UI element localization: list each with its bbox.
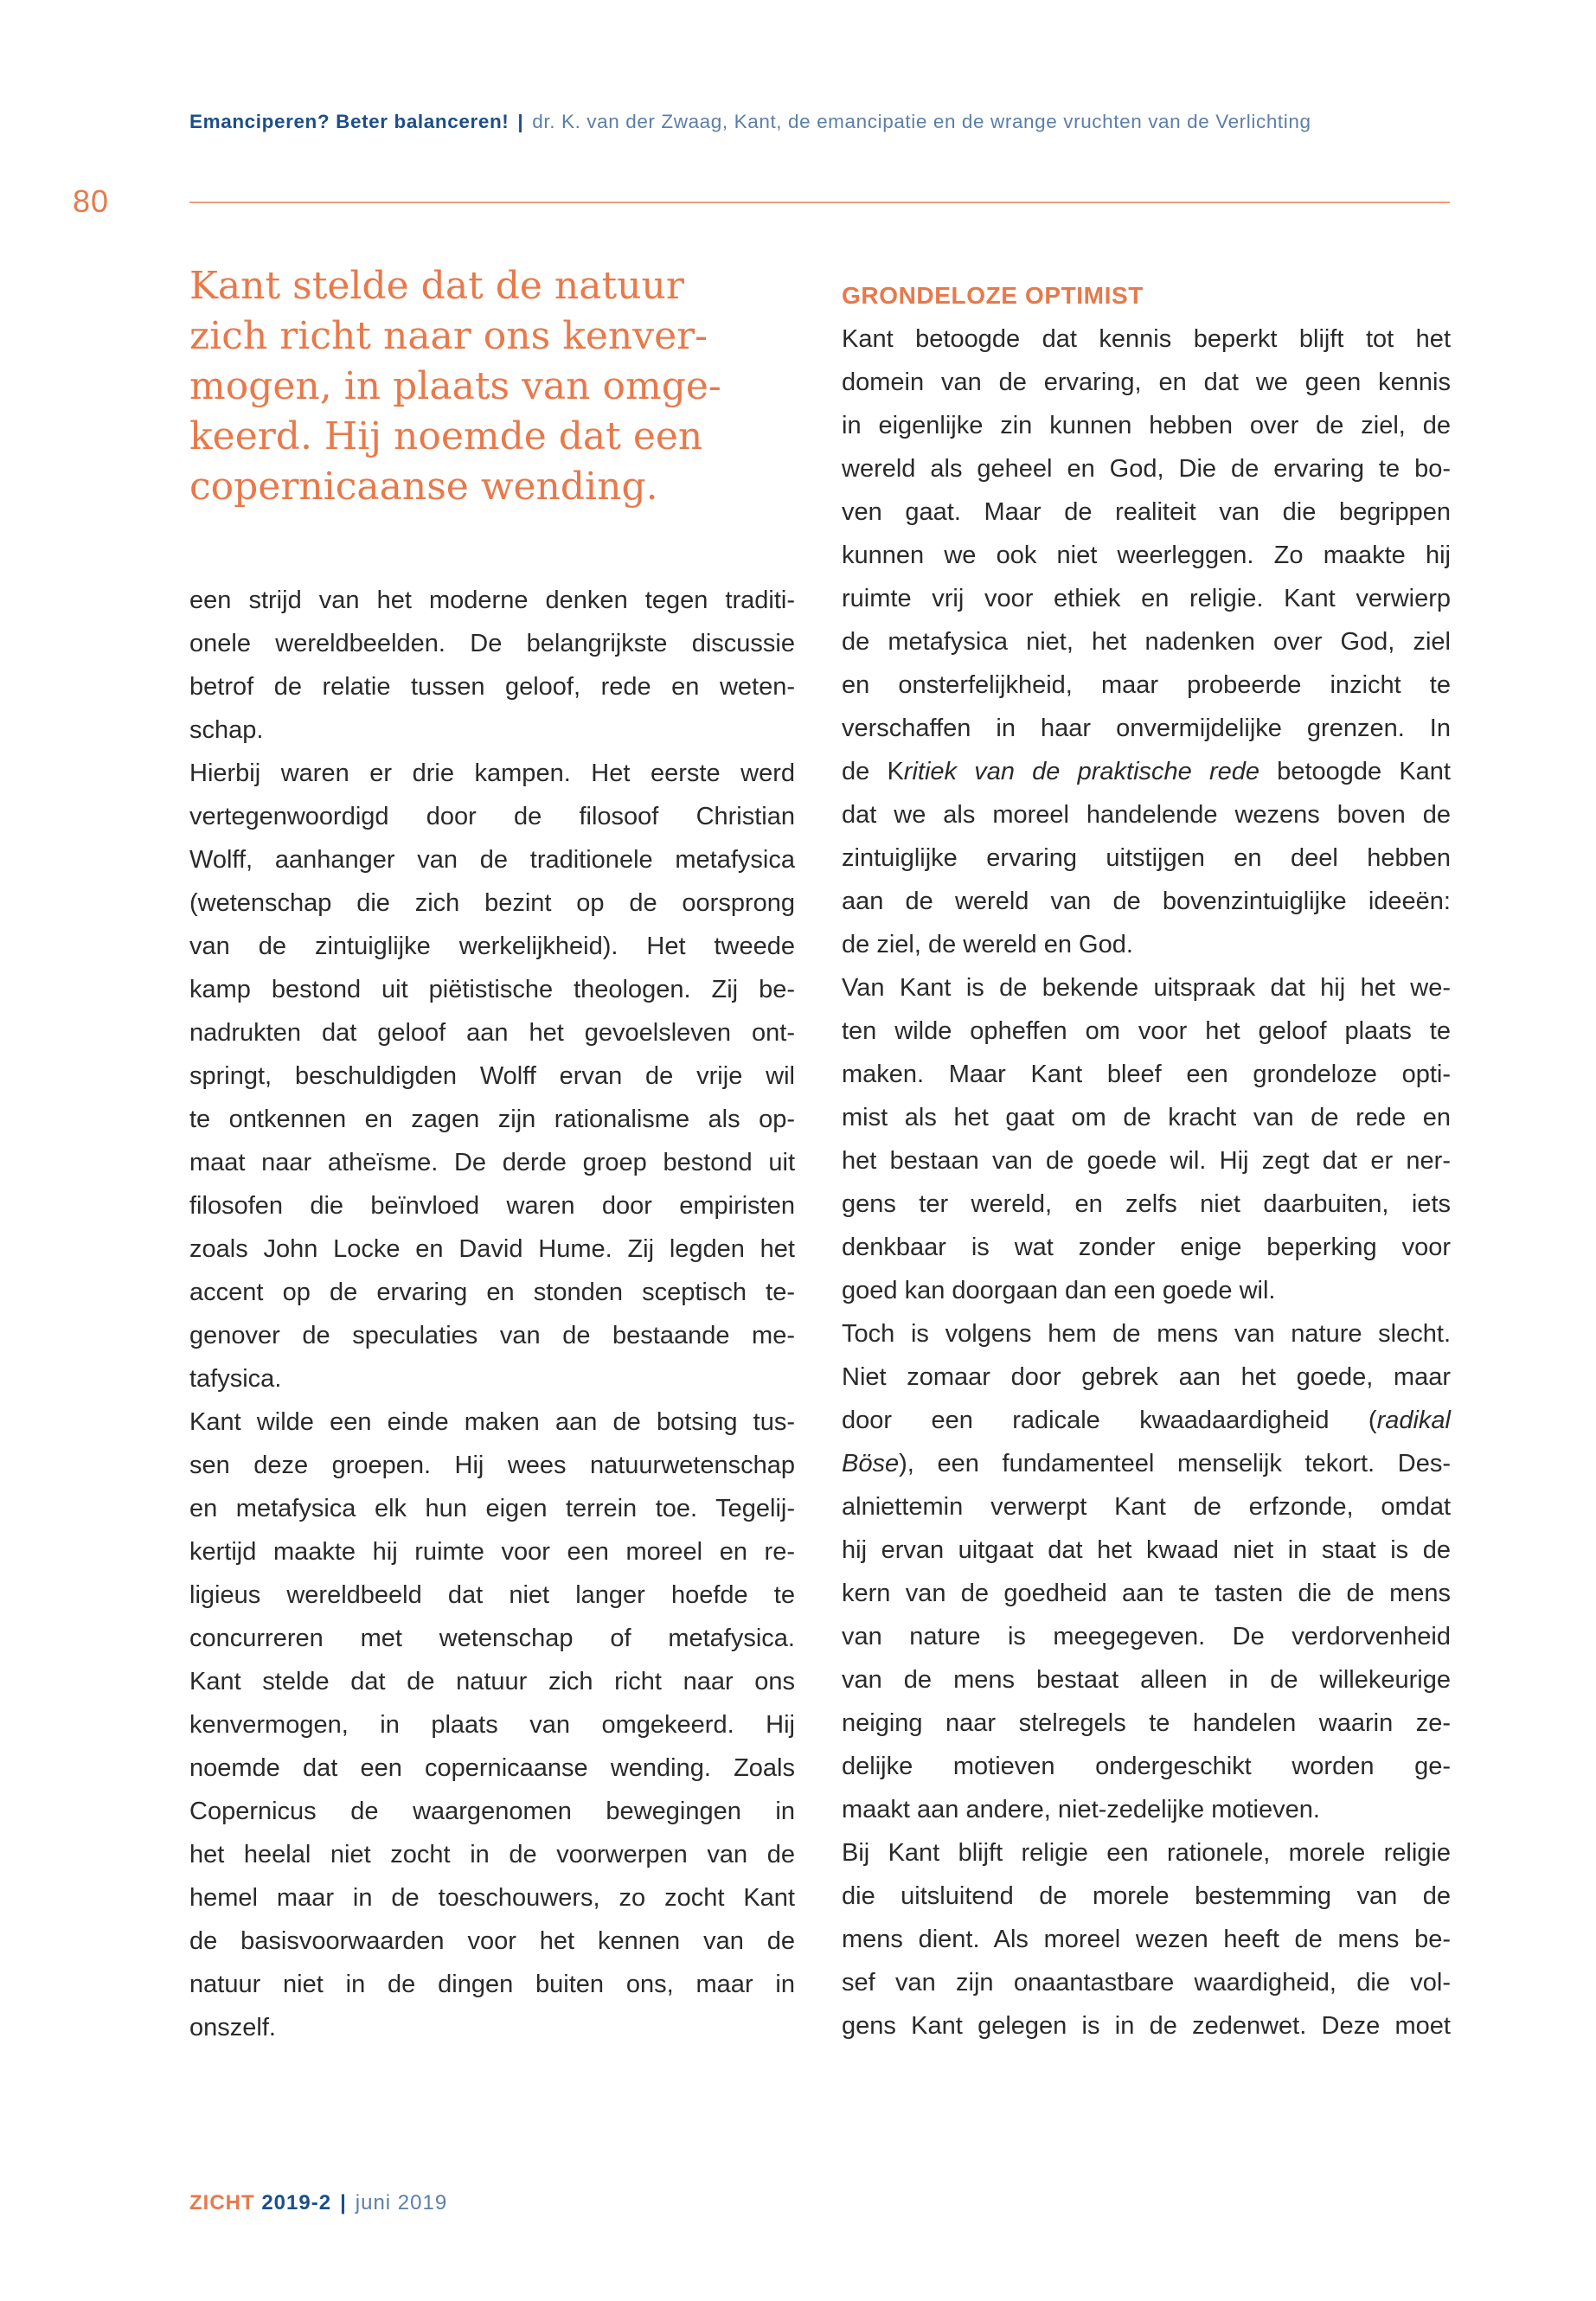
- body-line: ten wilde opheffen om voor het geloof plaats te: [842, 1017, 1451, 1045]
- body-line: wereld als geheel en God, Die de ervaring te bo-: [842, 455, 1451, 483]
- body-line: filosofen die beïnvloed waren door empiristen: [189, 1192, 795, 1220]
- body-line: het heelal niet zocht in de voorwerpen van de: [189, 1841, 795, 1868]
- body-line: de basisvoorwaarden voor het kennen van de: [189, 1927, 795, 1955]
- text-run: ), een fundamenteel menselijk tekort. Des-: [899, 1450, 1451, 1477]
- right-column: [842, 274, 1451, 2048]
- issue-number: 2019-2: [261, 2191, 332, 2214]
- body-line: schap.: [189, 716, 264, 744]
- body-line: kunnen we ook niet weerleggen. Zo maakte hij: [842, 542, 1451, 569]
- body-line: concurreren met wetenschap of metafysica.: [189, 1625, 795, 1652]
- right-column-text-b: [842, 793, 1451, 1399]
- pull-quote: [189, 261, 786, 512]
- body-line: de metafysica niet, het nadenken over God, ziel: [842, 628, 1451, 656]
- body-line: goed kan doorgaan dan een goede wil.: [842, 1277, 1276, 1304]
- body-line: Copernicus de waargenomen bewegingen in: [189, 1798, 795, 1825]
- body-line: Kant wilde een einde maken aan de botsing tus-: [189, 1408, 795, 1436]
- body-line: ven gaat. Maar de realiteit van die begrippen: [842, 498, 1451, 526]
- body-line: van de zintuiglijke werkelijkheid). Het tweede: [189, 933, 795, 960]
- german-term: radikal: [1376, 1407, 1451, 1434]
- body-line: en onsterfelijkheid, maar probeerde inzicht te: [842, 671, 1451, 699]
- body-line: onszelf.: [189, 2014, 276, 2041]
- text-run: door een radicale kwaadaardigheid (: [842, 1407, 1377, 1434]
- right-column-text-a: [842, 317, 1451, 750]
- running-header: [189, 111, 1452, 133]
- body-line: kamp bestond uit piëtistische theologen. Zij be-: [189, 976, 795, 1003]
- body-line: zoals John Locke en David Hume. Zij legden het: [189, 1235, 795, 1263]
- german-term: Böse: [842, 1450, 900, 1477]
- body-line: en metafysica elk hun eigen terrein toe. Tegelij-: [189, 1495, 795, 1522]
- body-line: kenvermogen, in plaats van omgekeerd. Hij: [189, 1711, 795, 1739]
- left-column: [189, 579, 795, 2049]
- body-line: de ziel, de wereld en God.: [842, 931, 1133, 958]
- header-rule: [189, 202, 1450, 203]
- body-line: delijke motieven ondergeschikt worden ge-: [842, 1753, 1451, 1780]
- body-line: genover de speculaties van de bestaande me-: [189, 1322, 795, 1349]
- body-line: te ontkennen en zagen zijn rationalisme als op-: [189, 1106, 795, 1133]
- body-line: natuur niet in de dingen buiten ons, maar in: [189, 1971, 795, 1998]
- body-line: aan de wereld van de bovenzintuiglijke ideeën:: [842, 888, 1451, 915]
- body-line: hemel maar in de toeschouwers, zo zocht Kant: [189, 1884, 795, 1912]
- body-line: maat naar atheïsme. De derde groep bestond uit: [189, 1149, 795, 1176]
- body-line: tafysica.: [189, 1365, 282, 1393]
- body-line: Bij Kant blijft religie een rationele, morele religie: [842, 1839, 1451, 1867]
- body-line: het bestaan van de goede wil. Hij zegt dat er ner-: [842, 1147, 1451, 1175]
- pull-quote-line: mogen, in plaats van omge-: [189, 364, 721, 408]
- body-line: van nature is meegegeven. De verdorvenheid: [842, 1623, 1451, 1650]
- section-heading: GRONDELOZE OPTIMIST: [842, 282, 1144, 309]
- text-run: betoogde Kant: [1259, 758, 1451, 785]
- body-line: Kant betoogde dat kennis beperkt blijft tot het: [842, 325, 1451, 353]
- body-line: denkbaar is wat zonder enige beperking voor: [842, 1234, 1451, 1261]
- body-line: alniettemin verwerpt Kant de erfzonde, omdat: [842, 1493, 1451, 1521]
- body-line: vertegenwoordigd door de filosoof Christian: [189, 803, 795, 830]
- body-line: Kant stelde dat de natuur zich richt naar ons: [189, 1668, 795, 1695]
- body-line: ruimte vrij voor ethiek en religie. Kant verwierp: [842, 585, 1451, 612]
- pull-quote-line: copernicaanse wending.: [189, 465, 658, 509]
- body-line: in eigenlijke zin kunnen hebben over de ziel, de: [842, 412, 1451, 439]
- text-run: de K: [842, 758, 904, 785]
- body-line: neiging naar stelregels te handelen waarin ze-: [842, 1709, 1451, 1737]
- body-line: verschaffen in haar onvermijdelijke grenzen. In: [842, 715, 1451, 742]
- body-line: accent op de ervaring en stonden sceptisch te-: [189, 1279, 795, 1306]
- body-line: betrof de relatie tussen geloof, rede en weten-: [189, 673, 795, 701]
- right-column-text-c: [842, 1485, 1451, 2048]
- body-line: kern van de goedheid aan te tasten die de mens: [842, 1580, 1451, 1607]
- page-number: 80: [73, 183, 110, 219]
- body-line: [842, 1399, 1451, 1442]
- body-line: springt, beschuldigden Wolff ervan de vrije wil: [189, 1062, 795, 1090]
- body-line: onele wereldbeelden. De belangrijkste discussie: [189, 630, 795, 657]
- body-line: Hierbij waren er drie kampen. Het eerste werd: [189, 760, 795, 787]
- header-separator: |: [517, 111, 524, 132]
- body-line: van de mens bestaat alleen in de willekeurige: [842, 1666, 1451, 1694]
- body-line: mens dient. Als moreel wezen heeft de mens be-: [842, 1926, 1451, 1953]
- pull-quote-line: Kant stelde dat de natuur: [189, 264, 684, 308]
- body-line: noemde dat een copernicaanse wending. Zoals: [189, 1754, 795, 1782]
- body-line: gens ter wereld, en zelfs niet daarbuiten, iets: [842, 1190, 1451, 1218]
- body-line: (wetenschap die zich bezint op de oorsprong: [189, 889, 795, 917]
- publication-title: Emanciperen? Beter balanceren!: [189, 111, 510, 132]
- body-line: zintuiglijke ervaring uitstijgen en deel hebben: [842, 844, 1451, 872]
- pull-quote-line: zich richt naar ons kenver-: [189, 314, 708, 358]
- body-line: die uitsluitend de morele bestemming van de: [842, 1882, 1451, 1910]
- body-line: Toch is volgens hem de mens van nature slecht.: [842, 1320, 1451, 1348]
- body-line: Wolff, aanhanger van de traditionele metafysica: [189, 846, 795, 874]
- body-line: [842, 750, 1451, 793]
- body-line: maken. Maar Kant bleef een grondeloze opti-: [842, 1061, 1451, 1088]
- body-line: sen deze groepen. Hij wees natuurwetenschap: [189, 1452, 795, 1479]
- article-subtitle: dr. K. van der Zwaag, Kant, de emancipatie en de wrange vruchten van de Verlichting: [532, 111, 1311, 132]
- body-line: Niet zomaar door gebrek aan het goede, maar: [842, 1363, 1451, 1391]
- body-line: sef van zijn onaantastbare waardigheid, die vol-: [842, 1969, 1451, 1997]
- body-line: mist als het gaat om de kracht van de rede en: [842, 1104, 1451, 1131]
- pull-quote-line: keerd. Hij noemde dat een: [189, 414, 703, 458]
- body-line: maakt aan andere, niet-zedelijke motieven.: [842, 1796, 1320, 1823]
- magazine-name: ZICHT: [189, 2191, 255, 2214]
- body-line: hij ervan uitgaat dat het kwaad niet in staat is de: [842, 1536, 1451, 1564]
- body-line: gens Kant gelegen is in de zedenwet. Deze moet: [842, 2012, 1451, 2040]
- body-line: nadrukten dat geloof aan het gevoelsleven ont-: [189, 1019, 795, 1047]
- footer: [189, 2191, 447, 2215]
- body-line: dat we als moreel handelende wezens boven de: [842, 801, 1451, 829]
- body-line: Van Kant is de bekende uitspraak dat hij het we-: [842, 974, 1451, 1002]
- body-line: een strijd van het moderne denken tegen traditi-: [189, 586, 795, 614]
- body-line: domein van de ervaring, en dat we geen kennis: [842, 369, 1451, 396]
- body-line: ligieus wereldbeeld dat niet langer hoefde te: [189, 1581, 795, 1609]
- book-title: ritiek van de praktische rede: [903, 758, 1259, 785]
- footer-separator: |: [340, 2191, 347, 2214]
- body-line: kertijd maakte hij ruimte voor een moreel en re-: [189, 1538, 795, 1566]
- issue-date: juni 2019: [355, 2191, 448, 2214]
- body-line: [842, 1442, 1451, 1485]
